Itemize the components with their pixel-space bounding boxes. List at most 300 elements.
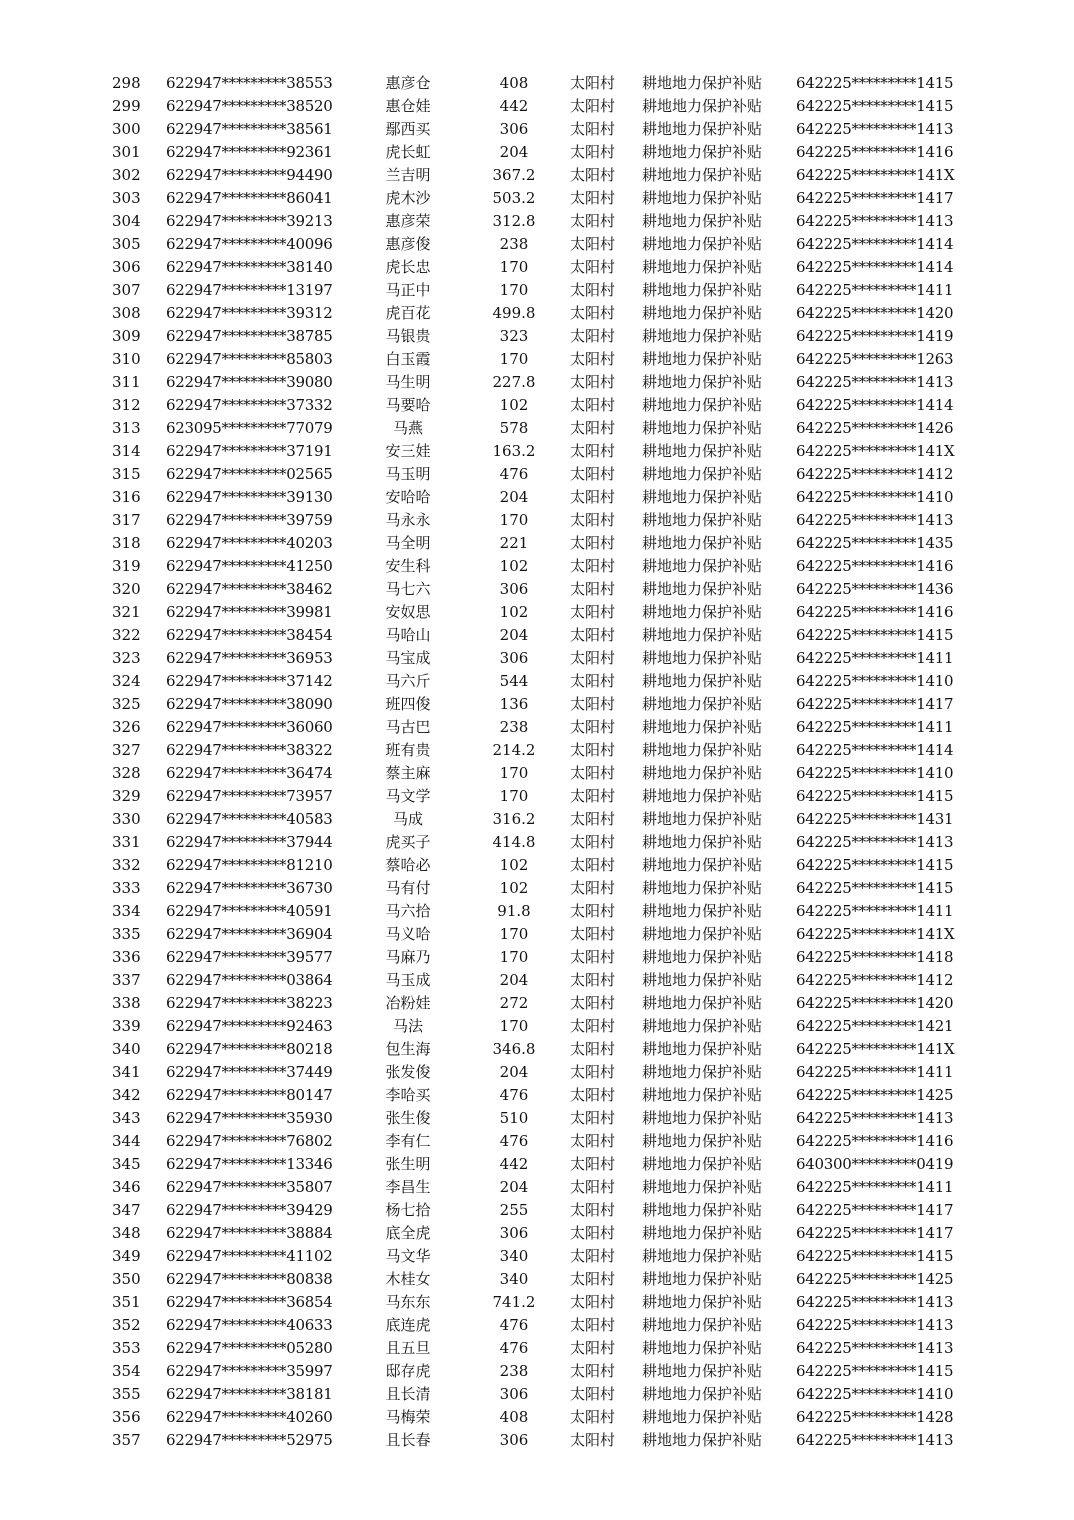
subsidy-amount: 306 [499, 1431, 529, 1449]
subsidy-type: 耕地地力保护补贴 [642, 534, 763, 552]
village-name: 太阳村 [570, 97, 616, 115]
id-number: 642225*********1416 [796, 143, 954, 161]
table-row [0, 1406, 1074, 1429]
account-number: 622947*********39981 [166, 603, 333, 621]
row-number: 311 [112, 373, 141, 391]
recipient-name: 马文华 [385, 1247, 431, 1265]
subsidy-amount: 442 [499, 1155, 529, 1173]
subsidy-amount: 170 [499, 281, 529, 299]
subsidy-amount: 306 [499, 1224, 529, 1242]
table-row [0, 1222, 1074, 1245]
recipient-name: 包生海 [385, 1040, 431, 1058]
id-number: 642225*********1413 [796, 1293, 954, 1311]
village-name: 太阳村 [570, 948, 616, 966]
subsidy-type: 耕地地力保护补贴 [642, 396, 763, 414]
account-number: 622947*********39577 [166, 948, 333, 966]
table-row [0, 946, 1074, 969]
row-number: 357 [112, 1431, 141, 1449]
table-row [0, 969, 1074, 992]
subsidy-type: 耕地地力保护补贴 [642, 1224, 763, 1242]
row-number: 307 [112, 281, 141, 299]
account-number: 622947*********38322 [166, 741, 333, 759]
row-number: 320 [112, 580, 141, 598]
subsidy-amount: 255 [499, 1201, 529, 1219]
subsidy-amount: 367.2 [492, 166, 536, 184]
subsidy-amount: 476 [499, 1086, 529, 1104]
account-number: 622947*********38462 [166, 580, 333, 598]
table-row [0, 72, 1074, 95]
village-name: 太阳村 [570, 695, 616, 713]
account-number: 622947*********41250 [166, 557, 333, 575]
id-number: 642225*********1415 [796, 787, 954, 805]
recipient-name: 惠仓娃 [385, 97, 431, 115]
subsidy-amount: 238 [499, 718, 529, 736]
row-number: 323 [112, 649, 141, 667]
subsidy-amount: 204 [499, 626, 529, 644]
row-number: 326 [112, 718, 141, 736]
row-number: 302 [112, 166, 141, 184]
recipient-name: 底连虎 [385, 1316, 431, 1334]
subsidy-amount: 323 [499, 327, 529, 345]
recipient-name: 且长春 [385, 1431, 431, 1449]
village-name: 太阳村 [570, 649, 616, 667]
village-name: 太阳村 [570, 74, 616, 92]
subsidy-amount: 408 [499, 1408, 529, 1426]
subsidy-type: 耕地地力保护补贴 [642, 1362, 763, 1380]
table-row [0, 325, 1074, 348]
id-number: 642225*********1410 [796, 672, 954, 690]
row-number: 300 [112, 120, 141, 138]
subsidy-type: 耕地地力保护补贴 [642, 833, 763, 851]
village-name: 太阳村 [570, 810, 616, 828]
village-name: 太阳村 [570, 1247, 616, 1265]
village-name: 太阳村 [570, 1178, 616, 1196]
subsidy-type: 耕地地力保护补贴 [642, 166, 763, 184]
subsidy-amount: 476 [499, 1316, 529, 1334]
subsidy-type: 耕地地力保护补贴 [642, 304, 763, 322]
recipient-name: 李哈买 [385, 1086, 431, 1104]
recipient-name: 兰吉明 [385, 166, 431, 184]
table-row [0, 1153, 1074, 1176]
subsidy-type: 耕地地力保护补贴 [642, 1339, 763, 1357]
table-row [0, 279, 1074, 302]
account-number: 622947*********35930 [166, 1109, 333, 1127]
row-number: 336 [112, 948, 141, 966]
table-row [0, 509, 1074, 532]
account-number: 622947*********39312 [166, 304, 333, 322]
account-number: 622947*********38223 [166, 994, 333, 1012]
id-number: 642225*********1415 [796, 74, 954, 92]
subsidy-type: 耕地地力保护补贴 [642, 465, 763, 483]
account-number: 622947*********38785 [166, 327, 333, 345]
id-number: 642225*********141X [796, 166, 955, 184]
table-row [0, 1360, 1074, 1383]
subsidy-amount: 91.8 [497, 902, 531, 920]
subsidy-amount: 499.8 [492, 304, 536, 322]
village-name: 太阳村 [570, 1316, 616, 1334]
recipient-name: 马正中 [385, 281, 431, 299]
account-number: 622947*********05280 [166, 1339, 333, 1357]
id-number: 642225*********1411 [796, 718, 954, 736]
village-name: 太阳村 [570, 603, 616, 621]
subsidy-amount: 102 [499, 879, 529, 897]
account-number: 623095*********77079 [166, 419, 333, 437]
subsidy-type: 耕地地力保护补贴 [642, 1086, 763, 1104]
subsidy-type: 耕地地力保护补贴 [642, 948, 763, 966]
account-number: 622947*********40096 [166, 235, 333, 253]
subsidy-type: 耕地地力保护补贴 [642, 327, 763, 345]
subsidy-amount: 442 [499, 97, 529, 115]
table-row [0, 1061, 1074, 1084]
row-number: 304 [112, 212, 141, 230]
row-number: 341 [112, 1063, 141, 1081]
subsidy-type: 耕地地力保护补贴 [642, 971, 763, 989]
account-number: 622947*********80147 [166, 1086, 333, 1104]
id-number: 642225*********1415 [796, 1362, 954, 1380]
recipient-name: 安三娃 [385, 442, 431, 460]
recipient-name: 班有贵 [385, 741, 431, 759]
account-number: 622947*********37449 [166, 1063, 333, 1081]
recipient-name: 马麻乃 [385, 948, 431, 966]
row-number: 316 [112, 488, 141, 506]
subsidy-type: 耕地地力保护补贴 [642, 212, 763, 230]
row-number: 331 [112, 833, 141, 851]
account-number: 622947*********38090 [166, 695, 333, 713]
account-number: 622947*********36730 [166, 879, 333, 897]
table-row [0, 417, 1074, 440]
subsidy-type: 耕地地力保护补贴 [642, 1247, 763, 1265]
subsidy-amount: 170 [499, 787, 529, 805]
account-number: 622947*********73957 [166, 787, 333, 805]
subsidy-type: 耕地地力保护补贴 [642, 1040, 763, 1058]
account-number: 622947*********37332 [166, 396, 333, 414]
recipient-name: 马生明 [385, 373, 431, 391]
subsidy-amount: 510 [499, 1109, 529, 1127]
recipient-name: 安奴思 [385, 603, 431, 621]
subsidy-amount: 476 [499, 1339, 529, 1357]
village-name: 太阳村 [570, 1431, 616, 1449]
id-number: 642225*********141X [796, 442, 955, 460]
row-number: 322 [112, 626, 141, 644]
account-number: 622947*********03864 [166, 971, 333, 989]
village-name: 太阳村 [570, 856, 616, 874]
id-number: 642225*********1413 [796, 1316, 954, 1334]
table-row [0, 808, 1074, 831]
village-name: 太阳村 [570, 1385, 616, 1403]
subsidy-amount: 316.2 [492, 810, 536, 828]
id-number: 642225*********1263 [796, 350, 954, 368]
id-number: 642225*********1415 [796, 879, 954, 897]
table-row [0, 302, 1074, 325]
row-number: 308 [112, 304, 141, 322]
subsidy-type: 耕地地力保护补贴 [642, 718, 763, 736]
table-row [0, 785, 1074, 808]
id-number: 642225*********1410 [796, 1385, 954, 1403]
village-name: 太阳村 [570, 1270, 616, 1288]
village-name: 太阳村 [570, 212, 616, 230]
table-row [0, 601, 1074, 624]
table-row [0, 1337, 1074, 1360]
table-row [0, 1383, 1074, 1406]
account-number: 622947*********80838 [166, 1270, 333, 1288]
subsidy-amount: 221 [499, 534, 529, 552]
table-row [0, 486, 1074, 509]
subsidy-table [0, 72, 1074, 1452]
village-name: 太阳村 [570, 672, 616, 690]
subsidy-type: 耕地地力保护补贴 [642, 1385, 763, 1403]
recipient-name: 安哈哈 [385, 488, 431, 506]
subsidy-amount: 170 [499, 350, 529, 368]
id-number: 642225*********1413 [796, 1109, 954, 1127]
subsidy-type: 耕地地力保护补贴 [642, 764, 763, 782]
subsidy-type: 耕地地力保护补贴 [642, 97, 763, 115]
recipient-name: 张生明 [385, 1155, 431, 1173]
recipient-name: 木桂女 [385, 1270, 431, 1288]
village-name: 太阳村 [570, 1086, 616, 1104]
table-row [0, 693, 1074, 716]
recipient-name: 虎木沙 [385, 189, 431, 207]
village-name: 太阳村 [570, 1017, 616, 1035]
id-number: 642225*********1413 [796, 212, 954, 230]
account-number: 622947*********39130 [166, 488, 333, 506]
subsidy-amount: 238 [499, 235, 529, 253]
row-number: 354 [112, 1362, 141, 1380]
subsidy-amount: 170 [499, 258, 529, 276]
id-number: 642225*********1417 [796, 1201, 954, 1219]
account-number: 622947*********38454 [166, 626, 333, 644]
table-row [0, 1107, 1074, 1130]
row-number: 299 [112, 97, 141, 115]
account-number: 622947*********38553 [166, 74, 333, 92]
account-number: 622947*********86041 [166, 189, 333, 207]
village-name: 太阳村 [570, 120, 616, 138]
subsidy-amount: 306 [499, 649, 529, 667]
id-number: 642225*********1416 [796, 557, 954, 575]
table-row [0, 555, 1074, 578]
id-number: 642225*********1412 [796, 465, 954, 483]
account-number: 622947*********35807 [166, 1178, 333, 1196]
account-number: 622947*********37142 [166, 672, 333, 690]
account-number: 622947*********40591 [166, 902, 333, 920]
recipient-name: 马文学 [385, 787, 431, 805]
subsidy-amount: 170 [499, 764, 529, 782]
id-number: 642225*********1410 [796, 488, 954, 506]
village-name: 太阳村 [570, 1339, 616, 1357]
recipient-name: 惠彦俊 [385, 235, 431, 253]
account-number: 622947*********37944 [166, 833, 333, 851]
account-number: 622947*********40583 [166, 810, 333, 828]
id-number: 642225*********1421 [796, 1017, 954, 1035]
village-name: 太阳村 [570, 1362, 616, 1380]
recipient-name: 马梅荣 [385, 1408, 431, 1426]
subsidy-type: 耕地地力保护补贴 [642, 695, 763, 713]
id-number: 642225*********1413 [796, 120, 954, 138]
recipient-name: 班四俊 [385, 695, 431, 713]
id-number: 642225*********1414 [796, 396, 954, 414]
subsidy-amount: 102 [499, 557, 529, 575]
id-number: 642225*********1419 [796, 327, 954, 345]
row-number: 339 [112, 1017, 141, 1035]
village-name: 太阳村 [570, 1063, 616, 1081]
subsidy-amount: 408 [499, 74, 529, 92]
subsidy-type: 耕地地力保护补贴 [642, 741, 763, 759]
row-number: 329 [112, 787, 141, 805]
id-number: 642225*********1410 [796, 764, 954, 782]
recipient-name: 李有仁 [385, 1132, 431, 1150]
village-name: 太阳村 [570, 1224, 616, 1242]
account-number: 622947*********39213 [166, 212, 333, 230]
table-row [0, 877, 1074, 900]
village-name: 太阳村 [570, 1293, 616, 1311]
id-number: 642225*********1436 [796, 580, 954, 598]
id-number: 642225*********1411 [796, 281, 954, 299]
row-number: 349 [112, 1247, 141, 1265]
subsidy-type: 耕地地力保护补贴 [642, 879, 763, 897]
id-number: 642225*********1418 [796, 948, 954, 966]
village-name: 太阳村 [570, 235, 616, 253]
row-number: 312 [112, 396, 141, 414]
row-number: 353 [112, 1339, 141, 1357]
row-number: 303 [112, 189, 141, 207]
row-number: 309 [112, 327, 141, 345]
row-number: 318 [112, 534, 141, 552]
village-name: 太阳村 [570, 626, 616, 644]
subsidy-type: 耕地地力保护补贴 [642, 672, 763, 690]
recipient-name: 惠彦荣 [385, 212, 431, 230]
recipient-name: 马要哈 [385, 396, 431, 414]
village-name: 太阳村 [570, 373, 616, 391]
table-row [0, 1084, 1074, 1107]
row-number: 334 [112, 902, 141, 920]
subsidy-amount: 204 [499, 488, 529, 506]
id-number: 642225*********1414 [796, 235, 954, 253]
subsidy-amount: 163.2 [492, 442, 536, 460]
village-name: 太阳村 [570, 787, 616, 805]
subsidy-type: 耕地地力保护补贴 [642, 350, 763, 368]
subsidy-type: 耕地地力保护补贴 [642, 1201, 763, 1219]
subsidy-type: 耕地地力保护补贴 [642, 488, 763, 506]
village-name: 太阳村 [570, 764, 616, 782]
subsidy-amount: 170 [499, 948, 529, 966]
subsidy-type: 耕地地力保护补贴 [642, 810, 763, 828]
village-name: 太阳村 [570, 1109, 616, 1127]
village-name: 太阳村 [570, 327, 616, 345]
account-number: 622947*********94490 [166, 166, 333, 184]
id-number: 642225*********1412 [796, 971, 954, 989]
recipient-name: 马宝成 [385, 649, 431, 667]
subsidy-type: 耕地地力保护补贴 [642, 603, 763, 621]
id-number: 642225*********1411 [796, 1063, 954, 1081]
table-row [0, 831, 1074, 854]
subsidy-type: 耕地地力保护补贴 [642, 74, 763, 92]
id-number: 642225*********1415 [796, 1247, 954, 1265]
row-number: 347 [112, 1201, 141, 1219]
account-number: 622947*********80218 [166, 1040, 333, 1058]
table-row [0, 233, 1074, 256]
account-number: 622947*********92463 [166, 1017, 333, 1035]
id-number: 642225*********1426 [796, 419, 954, 437]
table-row [0, 1314, 1074, 1337]
subsidy-amount: 340 [499, 1270, 529, 1288]
table-row [0, 164, 1074, 187]
recipient-name: 底全虎 [385, 1224, 431, 1242]
account-number: 622947*********40633 [166, 1316, 333, 1334]
village-name: 太阳村 [570, 833, 616, 851]
subsidy-type: 耕地地力保护补贴 [642, 442, 763, 460]
recipient-name: 马哈山 [385, 626, 431, 644]
row-number: 313 [112, 419, 141, 437]
recipient-name: 张发俊 [385, 1063, 431, 1081]
table-row [0, 1268, 1074, 1291]
id-number: 642225*********1415 [796, 856, 954, 874]
account-number: 622947*********13346 [166, 1155, 333, 1173]
id-number: 642225*********141X [796, 925, 955, 943]
subsidy-type: 耕地地力保护补贴 [642, 1063, 763, 1081]
subsidy-type: 耕地地力保护补贴 [642, 580, 763, 598]
table-row [0, 900, 1074, 923]
account-number: 622947*********35997 [166, 1362, 333, 1380]
subsidy-amount: 102 [499, 396, 529, 414]
subsidy-type: 耕地地力保护补贴 [642, 1155, 763, 1173]
row-number: 306 [112, 258, 141, 276]
village-name: 太阳村 [570, 1040, 616, 1058]
recipient-name: 马永永 [385, 511, 431, 529]
recipient-name: 惠彦仓 [385, 74, 431, 92]
recipient-name: 且长清 [385, 1385, 431, 1403]
village-name: 太阳村 [570, 971, 616, 989]
id-number: 642225*********1417 [796, 695, 954, 713]
id-number: 642225*********1413 [796, 1431, 954, 1449]
table-row [0, 394, 1074, 417]
row-number: 348 [112, 1224, 141, 1242]
subsidy-amount: 272 [499, 994, 529, 1012]
village-name: 太阳村 [570, 465, 616, 483]
row-number: 319 [112, 557, 141, 575]
account-number: 622947*********36854 [166, 1293, 333, 1311]
recipient-name: 马银贵 [385, 327, 431, 345]
row-number: 330 [112, 810, 141, 828]
table-row [0, 624, 1074, 647]
recipient-name: 马七六 [385, 580, 431, 598]
table-row [0, 992, 1074, 1015]
id-number: 642225*********1420 [796, 304, 954, 322]
account-number: 622947*********38561 [166, 120, 333, 138]
village-name: 太阳村 [570, 580, 616, 598]
row-number: 343 [112, 1109, 141, 1127]
row-number: 344 [112, 1132, 141, 1150]
table-row [0, 118, 1074, 141]
table-row [0, 923, 1074, 946]
id-number: 642225*********1411 [796, 649, 954, 667]
id-number: 642225*********1428 [796, 1408, 954, 1426]
row-number: 337 [112, 971, 141, 989]
account-number: 622947*********36953 [166, 649, 333, 667]
table-row [0, 1015, 1074, 1038]
recipient-name: 鄢西买 [385, 120, 431, 138]
table-row [0, 95, 1074, 118]
recipient-name: 邸存虎 [385, 1362, 431, 1380]
id-number: 642225*********1425 [796, 1086, 954, 1104]
account-number: 622947*********92361 [166, 143, 333, 161]
subsidy-type: 耕地地力保护补贴 [642, 1017, 763, 1035]
account-number: 622947*********38884 [166, 1224, 333, 1242]
account-number: 622947*********36904 [166, 925, 333, 943]
subsidy-type: 耕地地力保护补贴 [642, 1431, 763, 1449]
id-number: 642225*********1415 [796, 97, 954, 115]
row-number: 324 [112, 672, 141, 690]
subsidy-amount: 306 [499, 580, 529, 598]
account-number: 622947*********38140 [166, 258, 333, 276]
